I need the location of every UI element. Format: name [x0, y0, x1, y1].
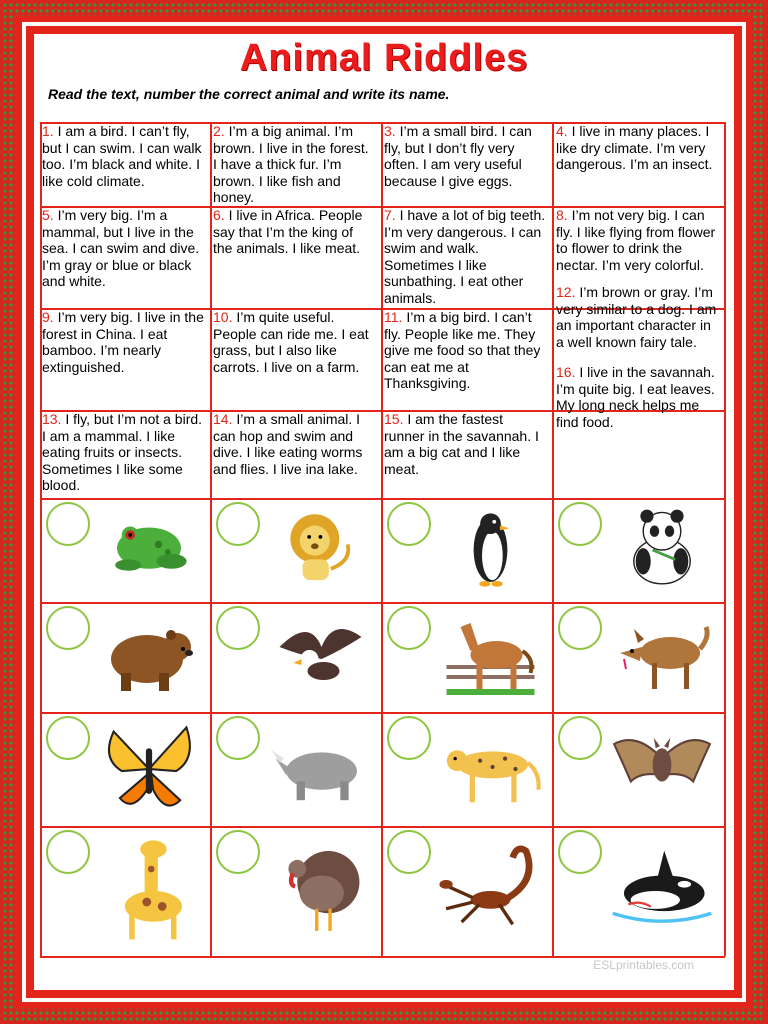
watermark: ESLprintables.com	[593, 958, 694, 972]
turkey-picture	[264, 831, 375, 951]
giraffe-picture	[94, 831, 204, 951]
grid-col-line	[552, 122, 554, 956]
riddle-1	[42, 123, 204, 189]
riddle-text: I have a lot of big teeth. I’m very dangerous. I can swim and walk. Sometimes I like sunbathing. I eat other animals.	[384, 207, 550, 306]
riddle-11	[384, 309, 546, 392]
riddle-number: 10.	[213, 309, 233, 325]
riddle-text: I’m a big bird. I can’t fly. People like me. They give me food so that they can eat me at Thanksgiving.	[384, 309, 545, 391]
riddle-number: 14.	[213, 411, 233, 427]
riddle-number: 13.	[42, 411, 62, 427]
answer-circle[interactable]	[216, 606, 260, 650]
answer-circle[interactable]	[46, 606, 90, 650]
riddle-15	[384, 411, 546, 477]
riddle-number: 2.	[213, 123, 225, 139]
riddle-number: 15.	[384, 411, 404, 427]
bear-picture	[94, 607, 204, 707]
riddle-text: I’m quite useful. People can ride me. I eat grass, but I also like carrots. I live on a farm.	[213, 309, 373, 375]
answer-circle[interactable]	[216, 502, 260, 546]
riddle-text: I’m very big. I live in the forest in China. I eat bamboo. I’m nearly extinguished.	[42, 309, 208, 375]
grid-row-line	[40, 602, 725, 604]
riddle-7	[384, 207, 550, 306]
riddle-number: 5.	[42, 207, 54, 223]
frog-picture	[94, 503, 204, 597]
scorpion-picture	[435, 831, 546, 951]
riddle-text: I’m brown or gray. I’m very similar to a dog. I am an important character in a well known fairy tale.	[556, 284, 721, 350]
riddle-number: 7.	[384, 207, 396, 223]
riddle-number: 4.	[556, 123, 568, 139]
answer-circle[interactable]	[387, 830, 431, 874]
riddle-text: I am the fastest runner in the savannah. I am a big cat and I like meat.	[384, 411, 543, 477]
grid-col-line	[724, 122, 726, 956]
bat-picture	[606, 717, 718, 821]
butterfly-picture	[94, 717, 204, 821]
answer-circle[interactable]	[558, 830, 602, 874]
penguin-picture	[435, 503, 546, 597]
answer-circle[interactable]	[387, 716, 431, 760]
riddle-6	[213, 207, 375, 257]
wolf-picture	[606, 607, 718, 707]
riddle-text: I am a bird. I can’t fly, but I can swim. I can walk too. I’m black and white. I like cold climate.	[42, 123, 206, 189]
answer-circle[interactable]	[558, 502, 602, 546]
riddle-number: 8.	[556, 207, 568, 223]
worksheet	[34, 34, 734, 990]
lion-picture	[264, 503, 375, 597]
riddle-10	[213, 309, 375, 375]
answer-circle[interactable]	[46, 830, 90, 874]
page-title: Animal Riddles	[239, 37, 529, 79]
answer-circle[interactable]	[216, 716, 260, 760]
riddle-text: I live in Africa. People say that I’m the king of the animals. I like meat.	[213, 207, 367, 256]
grid-col-line	[381, 122, 383, 956]
rhinoceros-picture	[264, 717, 375, 821]
riddle-12	[556, 284, 720, 350]
riddle-number: 11.	[384, 309, 403, 325]
grid-row-line	[40, 826, 725, 828]
riddle-8	[556, 207, 720, 273]
riddle-text: I live in the savannah. I’m quite big. I eat leaves. My long neck helps me find food.	[556, 364, 719, 430]
answer-circle[interactable]	[216, 830, 260, 874]
riddle-number: 12.	[556, 284, 576, 300]
riddle-9	[42, 309, 208, 375]
panda-picture	[606, 503, 718, 597]
riddle-text: I’m very big. I’m a mammal, but I live in the sea. I can swim and dive. I’m gray or blue or black and white.	[42, 207, 204, 289]
riddle-number: 9.	[42, 309, 54, 325]
riddle-number: 16.	[556, 364, 576, 380]
answer-circle[interactable]	[558, 716, 602, 760]
answer-circle[interactable]	[558, 606, 602, 650]
riddle-text: I’m a small bird. I can fly, but I don’t fly very often. I am very useful because I give eggs.	[384, 123, 536, 189]
riddle-text: I’m a small animal. I can hop and swim and dive. I like eating worms and flies. I live ina lake.	[213, 411, 367, 477]
cheetah-picture	[435, 717, 546, 821]
eagle-picture	[264, 607, 375, 707]
riddle-text: I fly, but I’m not a bird. I am a mammal. I like eating fruits or insects. Sometimes I like some blood.	[42, 411, 206, 493]
answer-circle[interactable]	[46, 716, 90, 760]
riddle-2	[213, 123, 375, 206]
horse-picture	[435, 607, 546, 707]
grid-row-line	[40, 712, 725, 714]
riddle-14	[213, 411, 375, 477]
riddle-text: I’m not very big. I can fly. I like flying from flower to flower to drink the nectar. I’m very colorful.	[556, 207, 720, 273]
riddle-number: 3.	[384, 123, 396, 139]
riddle-3	[384, 123, 546, 189]
riddle-5	[42, 207, 204, 290]
grid-row-line	[40, 498, 725, 500]
riddle-text: I live in many places. I like dry climate. I’m very dangerous. I’m an insect.	[556, 123, 714, 172]
answer-circle[interactable]	[46, 502, 90, 546]
answer-circle[interactable]	[387, 502, 431, 546]
riddle-4	[556, 123, 720, 173]
orca-picture	[606, 831, 718, 951]
riddle-16	[556, 364, 720, 430]
grid-col-line	[210, 122, 212, 956]
answer-circle[interactable]	[387, 606, 431, 650]
riddle-text: I’m a big animal. I’m brown. I live in the forest. I have a thick fur. I’m brown. I like fish and honey.	[213, 123, 373, 205]
riddle-number: 6.	[213, 207, 225, 223]
riddle-number: 1.	[42, 123, 54, 139]
instructions: Read the text, number the correct animal and write its name.	[48, 86, 450, 102]
riddle-13	[42, 411, 204, 494]
